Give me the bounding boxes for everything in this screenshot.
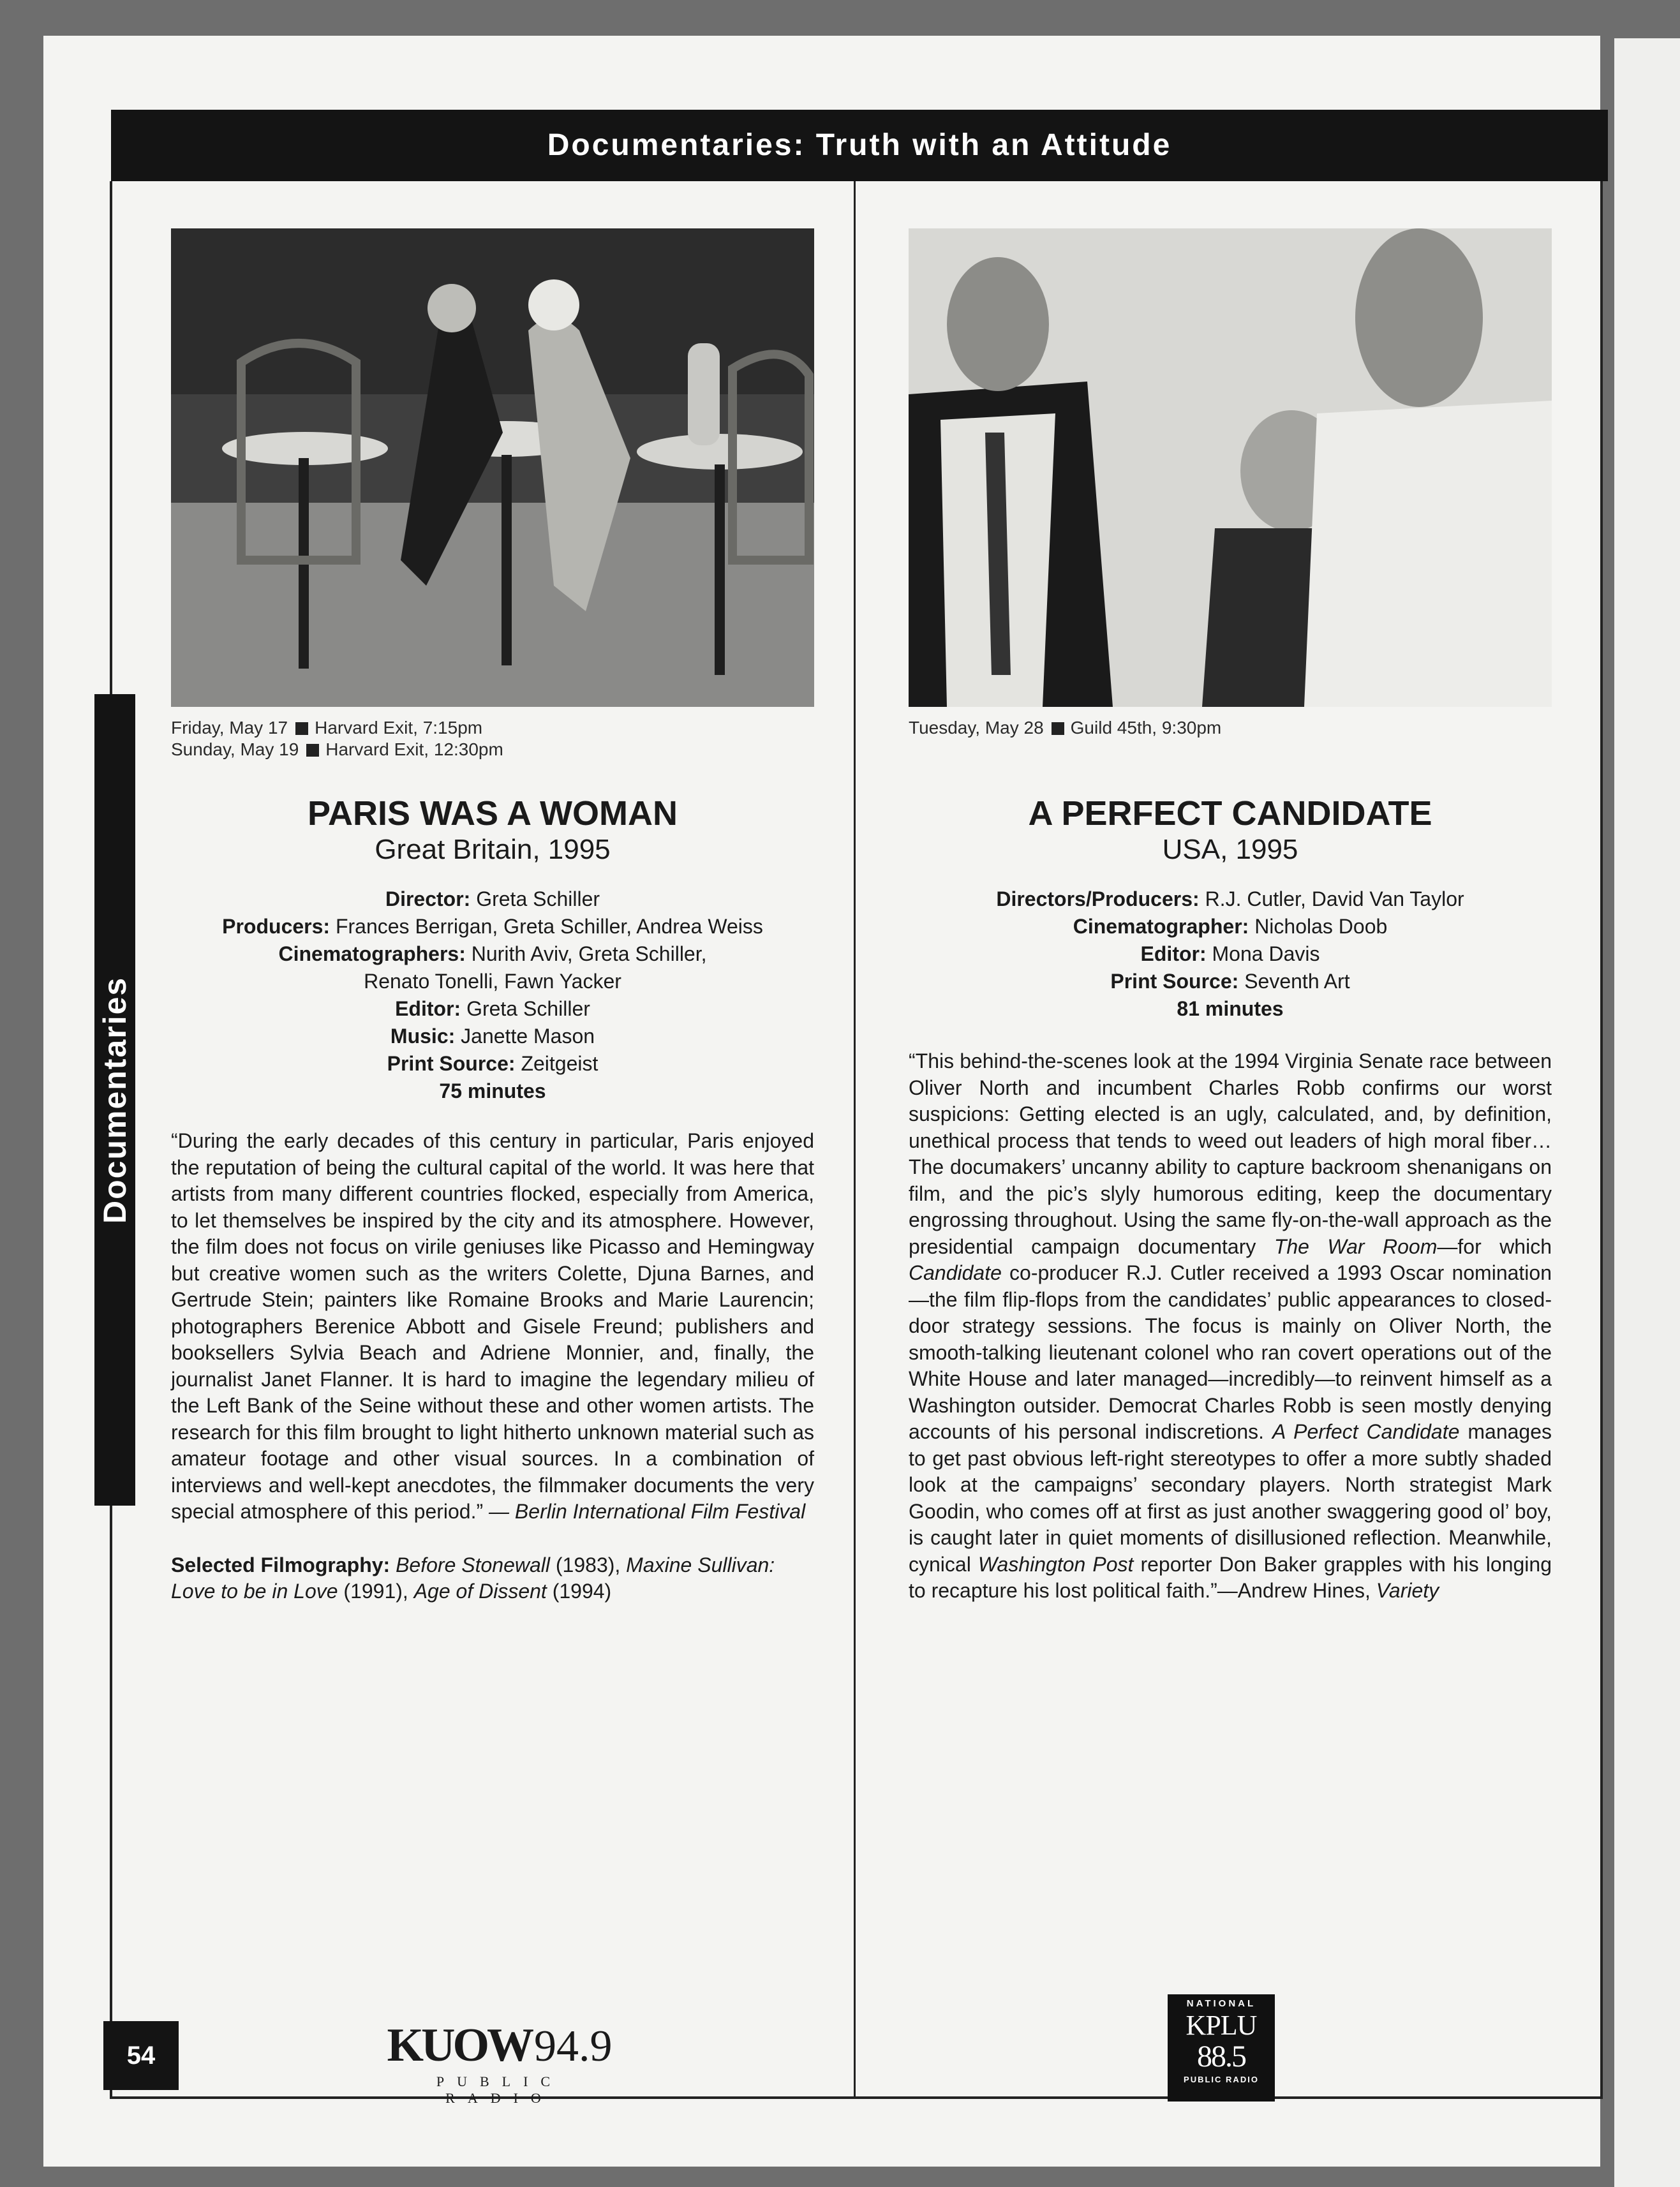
film-title: A PERFECT CANDIDATE (1028, 794, 1432, 833)
page-number (103, 2021, 179, 2090)
credit-line: Producers: Frances Berrigan, Greta Schiller, Andrea Weiss (222, 915, 763, 938)
screening-venue: Harvard Exit, 7:15pm (315, 718, 483, 738)
kuow-logo (375, 2019, 624, 2106)
square-bullet-icon (306, 744, 319, 757)
film-credits (909, 886, 1552, 995)
screening-day: Tuesday, May 28 (909, 718, 1044, 738)
credit-line: Editor: Greta Schiller (395, 997, 590, 1020)
screening-row (171, 717, 814, 739)
section-header-title: Documentaries: Truth with an Attitude (547, 128, 1172, 162)
credit-line: Cinematographer: Nicholas Doob (1073, 915, 1388, 938)
credit-line: Director: Greta Schiller (385, 887, 600, 910)
film-runtime: 81 minutes (1177, 997, 1284, 1020)
screening-venue: Guild 45th, 9:30pm (1070, 718, 1222, 738)
screening-row (909, 717, 1552, 739)
credit-line: Music: Janette Mason (390, 1025, 595, 1048)
kuow-logo-freq: 94.9 (534, 2022, 613, 2071)
review-source: — Berlin International Film Festival (489, 1500, 806, 1523)
screening-day: Friday, May 17 (171, 718, 288, 738)
film-review: “This behind-the-scenes look at the 1994 Virginia Senate race between Oliver North and incumbent Charles Robb confirms our worst suspicions: Getting elected is an ugly, calculated, and, by definition, unethical process that tends to weed out leaders of high moral fiber…The documakers’ uncanny ability to capture backroom shenanigans on film, and the pic’s slyly humorous editing, keep the documentary engrossing throughout. Using the same fly-on-the-wall approach as the presidential campaign documentary The War Room—for which Candidate co-producer R.J. Cutler received a 1993 Oscar nomination—the film flip-flops from the candidates’ public appearances to closed-door strategy sessions. The focus is mainly on Oliver North, the smooth-talking lieutenant colonel who ran covert operations out of the White House and later managed—incredibly—to reinvent himself as a Washington outsider. Democrat Charles Robb is seen mostly denying accounts of his personal indiscretions. A Perfect Candidate manages to get past obvious left-right stereotypes to offer a more subtly shaded look at the campaigns’ secondary players. North strategist Mark Goodin, who comes off at first as just another swaggering good ol’ boy, is caught later in quiet moments of disillusioned reflection. Meanwhile, cynical Washington Post reporter Don Baker grapples with his longing to recapture his lost political faith.”—Andrew Hines, Variety (909, 1049, 1552, 1602)
left-screenings (171, 717, 814, 760)
film-credits (171, 886, 814, 1078)
cafe-photo-graphic (171, 228, 814, 707)
kplu-logo-top: NATIONAL (1186, 1998, 1256, 2009)
kplu-logo (1168, 1994, 1275, 2102)
candidates-photo-graphic (909, 228, 1552, 707)
credit-line: Cinematographers: Nurith Aviv, Greta Schiller, (278, 942, 707, 965)
square-bullet-icon (1052, 722, 1064, 735)
selected-filmography: Selected Filmography: Before Stonewall (1983), Maxine Sullivan: Love to be in Love (1991), Age of Dissent (1994) (171, 1553, 775, 1603)
credit-line: Renato Tonelli, Fawn Yacker (364, 970, 621, 993)
left-film-entry (171, 794, 814, 1605)
screening-venue: Harvard Exit, 12:30pm (325, 739, 503, 759)
page-number-text: 54 (126, 2041, 156, 2070)
film-origin: USA, 1995 (1162, 834, 1298, 865)
kuow-logo-name: KUOW (387, 2019, 532, 2072)
kplu-logo-tag: PUBLIC RADIO (1184, 2075, 1259, 2084)
section-tab-label: Documentaries (97, 976, 133, 1224)
screening-row (171, 739, 814, 760)
kuow-logo-tag: PUBLIC RADIO (436, 2073, 563, 2106)
adjacent-page-edge (1614, 38, 1680, 2187)
credit-line: Print Source: Seventh Art (1110, 970, 1350, 993)
film-still-paris-cafe (171, 228, 814, 707)
right-film-entry (909, 794, 1552, 1605)
credit-line: Print Source: Zeitgeist (387, 1052, 598, 1075)
section-header (111, 110, 1608, 181)
film-review: “During the early decades of this century in particular, Paris enjoyed the reputation of being the cultural capital of the world. It was here that artists from many different countries flocked, especially from America, to let themselves be inspired by the city and its atmosphere. However, the film does not focus on virile geniuses like Picasso and Hemingway but creative women such as the writers Colette, Djuna Barnes, and Gertrude Stein; painters like Romaine Brooks and Marie Laurencin; photographers Berenice Abbott and Gisele Freund; publishers and booksellers Sylvia Beach and Adriene Monnier, and, finally, the journalist Janet Flanner. It is hard to imagine the legendary milieu of the Left Bank of the Seine without these and other women artists. The research for this film brought to light hitherto unknown material such as amateur footage and other visual sources. In a combination of interviews and well-kept anecdotes, the filmmaker documents the very special atmosphere of this period.” — Berlin International Film Festival (171, 1129, 814, 1523)
film-origin: Great Britain, 1995 (375, 834, 611, 865)
film-title: PARIS WAS A WOMAN (308, 794, 678, 833)
screening-day: Sunday, May 19 (171, 739, 299, 759)
kplu-logo-call: KPLU (1186, 2010, 1257, 2041)
credit-line: Editor: Mona Davis (1140, 942, 1320, 965)
film-runtime: 75 minutes (439, 1079, 546, 1102)
square-bullet-icon (295, 722, 308, 735)
column-divider (854, 181, 856, 2099)
credit-line: Directors/Producers: R.J. Cutler, David Van Taylor (996, 887, 1464, 910)
right-screenings (909, 717, 1552, 739)
film-still-candidates (909, 228, 1552, 707)
kplu-logo-freq: 88.5 (1197, 2040, 1245, 2073)
